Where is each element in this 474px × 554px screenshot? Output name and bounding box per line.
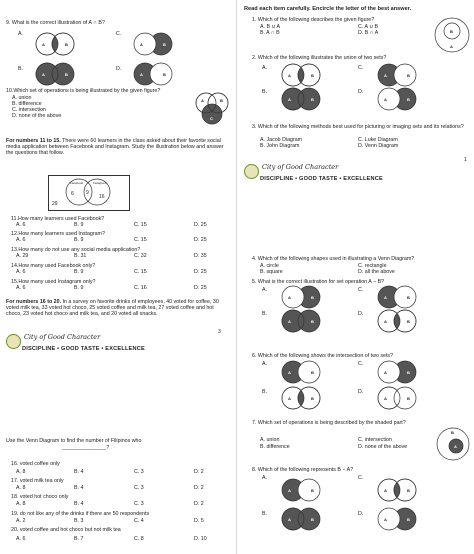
q2-option-a-label[interactable]: A. — [262, 65, 268, 71]
set-16-20-instructions — [6, 299, 230, 318]
venn-both-value: 9 — [86, 190, 89, 196]
venn-label-b: B — [407, 73, 410, 78]
q6-venn-option-a[interactable] — [276, 360, 326, 384]
q10-option-c[interactable]: C. intersection — [12, 107, 46, 113]
q8-option-c-label[interactable]: C. — [358, 475, 364, 481]
q8-option-a-label[interactable]: A. — [262, 475, 268, 481]
city-signature: City of Good Character — [24, 333, 101, 341]
q16-option-a[interactable]: A. 8 — [16, 469, 26, 475]
q1-option-d[interactable]: D. B ∩ A — [358, 30, 379, 36]
q13-option-a[interactable]: A. 29 — [16, 253, 29, 259]
q5-venn-option-a[interactable] — [276, 285, 326, 309]
venn-label-b: B — [163, 42, 166, 47]
venn-label-a: A — [288, 295, 291, 300]
q9-option-b-label[interactable]: B. — [18, 66, 24, 72]
q6-venn-option-d[interactable] — [372, 386, 422, 410]
venn-label-b: B — [311, 319, 314, 324]
venn-label-a: A — [450, 44, 453, 49]
venn-instagram-only-value: 16 — [99, 194, 105, 200]
q19-option-a[interactable]: A. 2 — [16, 518, 26, 524]
q20-question: 20. voted coffee and hot choco but not milk tea — [11, 527, 121, 533]
venn-label-b: B — [450, 29, 453, 34]
q15-option-d[interactable]: D. 25 — [194, 285, 207, 291]
q16-option-c[interactable]: C. 3 — [134, 469, 144, 475]
q15-question: 15.How many used Instagram only? — [11, 279, 96, 285]
q1-question: 1. Which of the following describes the given figure? — [252, 17, 375, 23]
q15-option-b[interactable]: B. 9 — [74, 285, 84, 291]
q11-question: 11.How many learners used Facebook? — [11, 216, 105, 222]
q14-option-c[interactable]: C. 15 — [134, 269, 147, 275]
q3-question: 3. Which of the following methods best used for picturing or imaging sets and its relations? — [252, 124, 464, 130]
use-venn-blank: _______________? — [62, 445, 110, 451]
q12-question: 12.How many learners used Instagram? — [11, 231, 105, 237]
q14-option-d[interactable]: D. 25 — [194, 269, 207, 275]
q15-option-a[interactable]: A. 6 — [16, 285, 26, 291]
q1-option-a[interactable]: A. B ∪ A — [260, 24, 281, 30]
venn-label-a: A — [288, 97, 291, 102]
venn-label-b: B — [311, 295, 314, 300]
left-page — [0, 0, 236, 554]
venn-label-b: B — [407, 488, 410, 493]
q5-option-d-label[interactable]: D. — [358, 311, 364, 317]
venn-label-a: A — [384, 488, 387, 493]
venn-label-a: A — [140, 72, 143, 77]
right-page — [238, 0, 474, 554]
q3-option-a[interactable]: A. Jacob Diagram — [260, 137, 303, 143]
venn-neither-value: 29 — [52, 201, 58, 207]
set-16-20-text: In a survey on favorite drinks of employees, 40 voted for coffee, 30 voted milk tea, 33 voted hot choco, 25 voted coffee and milk tea, 27 voted coffee and hot choco, 23 voted hot choco and milk tea, and 20 voted all snacks. — [6, 299, 219, 318]
q6-option-c-label[interactable]: C. — [358, 361, 364, 367]
q2-option-b-label[interactable]: B. — [262, 89, 268, 95]
q13-question: 13.How many do not use any social media application? — [11, 247, 141, 253]
q16-option-b[interactable]: B. 4 — [74, 469, 84, 475]
q8-venn-option-d[interactable] — [372, 507, 422, 531]
venn-label-a: A — [288, 488, 291, 493]
q11-option-d[interactable]: D. 25 — [194, 222, 207, 228]
q5-option-c-label[interactable]: C. — [358, 287, 364, 293]
q18-question: 18. voted hot choco only — [11, 494, 69, 500]
venn-facebook-label: Facebook — [70, 181, 84, 185]
q15-option-c[interactable]: C. 16 — [134, 285, 147, 291]
q7-option-a[interactable]: A. union — [260, 437, 280, 443]
venn-label-a: A — [288, 517, 291, 522]
venn-label-b: B — [311, 73, 314, 78]
venn-label-a: A — [288, 370, 291, 375]
q8-venn-option-b[interactable] — [276, 507, 326, 531]
q9-venn-option-d[interactable] — [128, 62, 178, 86]
q11-option-a[interactable]: A. 6 — [16, 222, 26, 228]
q2-venn-option-b[interactable] — [276, 87, 326, 111]
q5-venn-option-c[interactable] — [372, 285, 422, 309]
venn-label-b: B — [311, 517, 314, 522]
q3-option-d[interactable]: D. Venn Diagram — [358, 143, 399, 149]
q5-venn-option-b[interactable] — [276, 309, 326, 333]
q17-option-c[interactable]: C. 3 — [134, 485, 144, 491]
set-16-20-lead: For numbers 16 to 20. — [6, 299, 62, 305]
q2-venn-option-a[interactable] — [276, 63, 326, 87]
venn-label-c: C — [210, 116, 213, 121]
q12-option-a[interactable]: A. 6 — [16, 237, 26, 243]
right-header-instruction: Read each item carefully. Encircle the letter of the best answer. — [244, 6, 412, 12]
venn-label-a: A — [288, 319, 291, 324]
q4-question: 4. Which of the following shapes used in illustrating a Venn Diagram? — [252, 256, 415, 262]
q17-option-d[interactable]: D. 2 — [194, 485, 204, 491]
venn-label-b: B — [407, 295, 410, 300]
q6-venn-option-b[interactable] — [276, 386, 326, 410]
q4-option-b[interactable]: B. square — [260, 269, 283, 275]
venn-label-b: B — [65, 72, 68, 77]
set-11-15-instructions — [6, 138, 230, 157]
q7-option-d[interactable]: D. none of the above — [358, 444, 408, 450]
q9-option-a-label[interactable]: A. — [18, 31, 24, 37]
q8-option-b-label[interactable]: B. — [262, 511, 268, 517]
venn-label-b: B — [407, 319, 410, 324]
venn-label-b: B — [407, 370, 410, 375]
venn-label-b: B — [407, 97, 410, 102]
q6-venn-option-c[interactable] — [372, 360, 422, 384]
q20-option-d[interactable]: D. 10 — [194, 536, 207, 542]
q9-option-c-label[interactable]: C. — [116, 31, 122, 37]
venn-label-a: A — [384, 295, 387, 300]
q13-option-b[interactable]: B. 31 — [74, 253, 87, 259]
q10-option-a[interactable]: A. union — [12, 95, 32, 101]
q19-option-d[interactable]: D. 5 — [194, 518, 204, 524]
venn-label-b: B — [407, 517, 410, 522]
venn-label-a: A — [288, 396, 291, 401]
q5-question: 5. What is the correct illustration for set operation A − B? — [252, 279, 385, 285]
set-11-15-text: There were 60 learners in the class asked about their favorite social media application between Facebook and Instagram. Study the illustration below and answer the questions that follow. — [6, 138, 224, 157]
q10-three-set-venn — [192, 90, 232, 128]
venn-label-b: B — [311, 97, 314, 102]
venn-label-a: A — [384, 73, 387, 78]
use-venn-instruction: Use the Venn Diagram to find the number of Filipinos who — [6, 438, 142, 444]
q18-option-c[interactable]: C. 3 — [134, 501, 144, 507]
right-page-number: 1 — [464, 157, 467, 163]
q9-venn-option-b[interactable] — [30, 62, 80, 86]
set-11-15-lead: For numbers 11 to 15. — [6, 138, 61, 144]
q2-venn-option-c[interactable] — [372, 63, 422, 87]
q4-option-c[interactable]: C. rectangle — [358, 263, 387, 269]
venn-label-a: A — [384, 97, 387, 102]
q11-option-b[interactable]: B. 9 — [74, 222, 84, 228]
q17-question: 17. voted milk tea only — [11, 478, 64, 484]
venn-label-b: B — [220, 98, 223, 103]
q6-option-b-label[interactable]: B. — [262, 389, 268, 395]
left-page-number: 3 — [218, 329, 221, 335]
city-seal-icon — [244, 164, 259, 179]
q7-option-c[interactable]: C. intersection — [358, 437, 392, 443]
city-signature: City of Good Character — [262, 163, 339, 171]
venn-label-a: A — [42, 42, 45, 47]
city-seal-icon — [6, 334, 21, 349]
venn-label-b: B — [311, 396, 314, 401]
q19-option-b[interactable]: B. 3 — [74, 518, 84, 524]
q14-option-a[interactable]: A. 6 — [16, 269, 26, 275]
q18-option-b[interactable]: B. 4 — [74, 501, 84, 507]
q6-question: 6. Which of the following shows the intersection of two sets? — [252, 353, 394, 359]
q1-option-c[interactable]: C. A ∪ B — [358, 24, 379, 30]
venn-label-a: A — [454, 444, 457, 449]
q7-venn-subset — [436, 426, 470, 462]
q6-option-a-label[interactable]: A. — [262, 361, 268, 367]
q19-option-c[interactable]: C. 4 — [134, 518, 144, 524]
motto: DISCIPLINE • GOOD TASTE • EXCELLENCE — [22, 346, 145, 352]
q12-option-d[interactable]: D. 25 — [194, 237, 207, 243]
q19-question: 19. do not like any of the drinks if there are 50 respondents — [11, 511, 150, 517]
venn-label-b: B — [451, 430, 454, 435]
q13-option-d[interactable]: D. 35 — [194, 253, 207, 259]
q12-option-b[interactable]: B. 9 — [74, 237, 84, 243]
motto: DISCIPLINE • GOOD TASTE • EXCELLENCE — [260, 176, 383, 182]
q2-option-c-label[interactable]: C. — [358, 65, 364, 71]
venn-label-b: B — [407, 396, 410, 401]
q9-question: 9. What is the correct illustration of A ∩ B? — [6, 20, 105, 26]
q8-venn-option-c[interactable] — [372, 478, 422, 502]
venn-label-a: A — [288, 73, 291, 78]
venn-label-a: A — [384, 370, 387, 375]
q2-option-d-label[interactable]: D. — [358, 89, 364, 95]
q2-question: 2. Which of the following illustrates the union of two sets? — [252, 55, 387, 61]
q1-option-b[interactable]: B. A ∩ B — [260, 30, 280, 36]
q14-option-b[interactable]: B. 9 — [74, 269, 84, 275]
q18-option-a[interactable]: A. 8 — [16, 501, 26, 507]
venn-instagram-label: Instagram — [93, 181, 107, 185]
venn-label-a: A — [201, 98, 204, 103]
q3-option-c[interactable]: C. Luke Diagram — [358, 137, 398, 143]
q5-venn-option-d[interactable] — [372, 309, 422, 333]
q9-venn-option-a[interactable] — [30, 32, 80, 56]
q10-question: 10.Which set of operations is being illustrated by the given figure? — [6, 88, 161, 94]
q7-option-b[interactable]: B. difference — [260, 444, 290, 450]
q8-venn-option-a[interactable] — [276, 478, 326, 502]
q20-option-b[interactable]: B. 7 — [74, 536, 84, 542]
q7-question: 7. Which set of operations is being described by the shaded part? — [252, 420, 406, 426]
q6-option-d-label[interactable]: D. — [358, 389, 364, 395]
q11-option-c[interactable]: C. 15 — [134, 222, 147, 228]
venn-label-a: A — [384, 517, 387, 522]
q1-venn-b-subset-a — [434, 16, 470, 54]
venn-label-b: B — [163, 72, 166, 77]
q3-option-b[interactable]: B. John Diagram — [260, 143, 300, 149]
q17-option-b[interactable]: B. 4 — [74, 485, 84, 491]
venn-facebook-only-value: 6 — [71, 191, 74, 197]
q8-question: 8. Which of the following represents B − A? — [252, 467, 354, 473]
q10-option-b[interactable]: B. difference — [12, 101, 42, 107]
venn-label-b: B — [311, 488, 314, 493]
q14-question: 14.How many used Facebook only? — [11, 263, 96, 269]
q5-option-b-label[interactable]: B. — [262, 311, 268, 317]
q17-option-a[interactable]: A. 8 — [16, 485, 26, 491]
social-media-venn — [48, 175, 128, 209]
venn-label-a: A — [140, 42, 143, 47]
venn-label-a: A — [42, 72, 45, 77]
q9-option-d-label[interactable]: D. — [116, 66, 122, 72]
q5-option-a-label[interactable]: A. — [262, 287, 268, 293]
venn-label-b: B — [311, 370, 314, 375]
q20-option-c[interactable]: C. 8 — [134, 536, 144, 542]
q16-option-d[interactable]: D. 2 — [194, 469, 204, 475]
q12-option-c[interactable]: C. 15 — [134, 237, 147, 243]
q16-question: 16. voted coffee only — [11, 461, 60, 467]
q13-option-c[interactable]: C. 32 — [134, 253, 147, 259]
venn-label-b: B — [65, 42, 68, 47]
q18-option-d[interactable]: D. 2 — [194, 501, 204, 507]
q8-option-d-label[interactable]: D. — [358, 511, 364, 517]
q20-option-a[interactable]: A. 6 — [16, 536, 26, 542]
venn-label-a: A — [384, 396, 387, 401]
q4-option-d[interactable]: D. all the above — [358, 269, 395, 275]
q9-venn-option-c[interactable] — [128, 32, 178, 56]
venn-label-a: A — [384, 319, 387, 324]
page-divider — [236, 0, 237, 554]
q4-option-a[interactable]: A. circle — [260, 263, 279, 269]
q10-option-d[interactable]: D. none of the above — [12, 113, 62, 119]
q2-venn-option-d[interactable] — [372, 87, 422, 111]
